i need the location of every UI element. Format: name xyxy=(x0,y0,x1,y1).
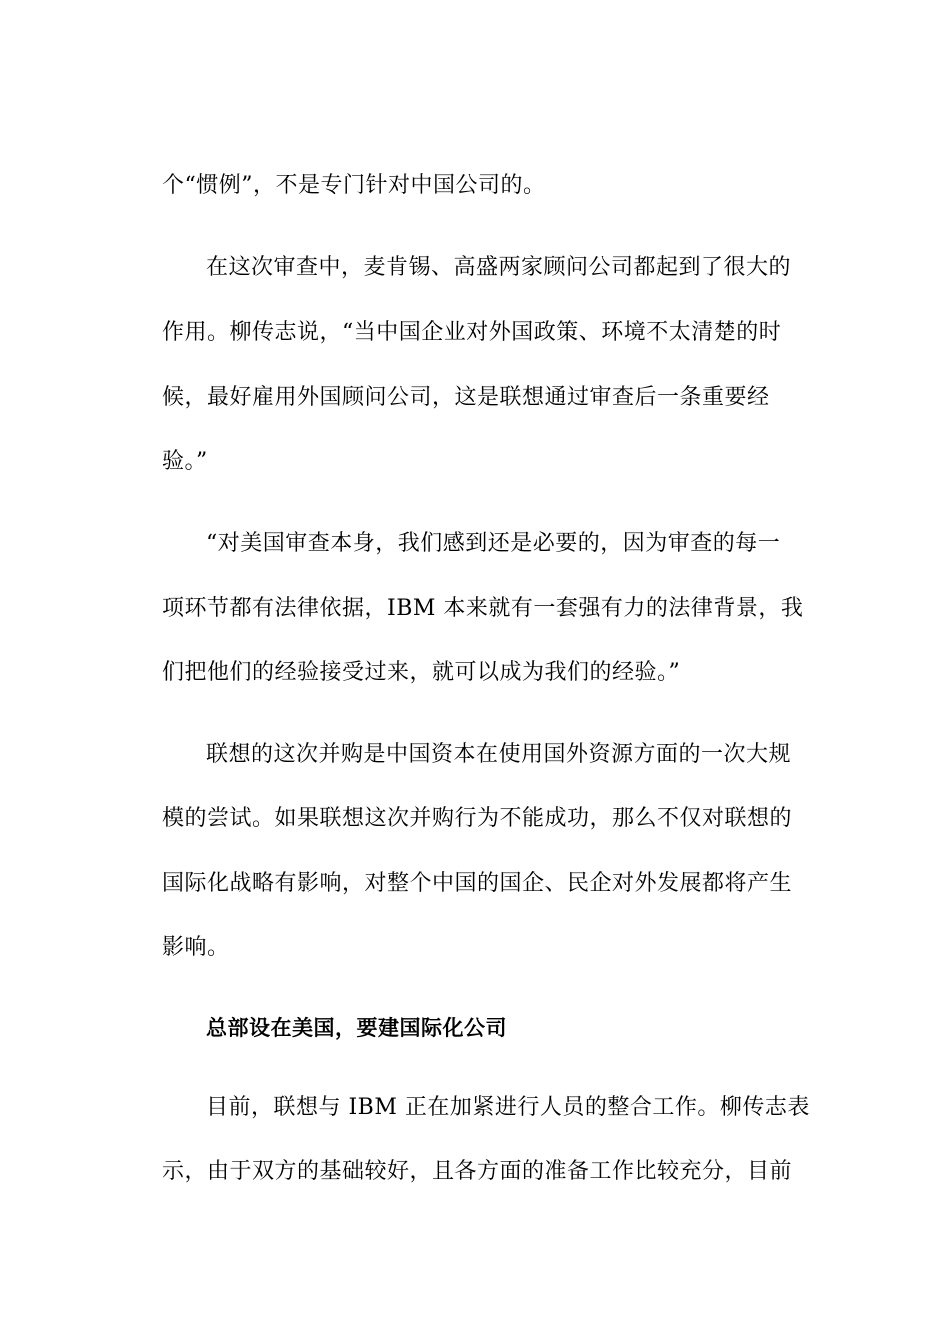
paragraph-line: 在这次审查中，麦肯锡、高盛两家顾问公司都起到了很大的 xyxy=(206,255,792,280)
paragraph-line: 国际化战略有影响，对整个中国的国企、民企对外发展都将产生 xyxy=(162,871,793,896)
paragraph-line: 作用。柳传志说，“当中国企业对外国政策、环境不太清楚的时 xyxy=(162,320,782,345)
paragraph-line: 候，最好雇用外国顾问公司，这是联想通过审查后一条重要经 xyxy=(162,385,770,410)
section-heading: 总部设在美国，要建国际化公司 xyxy=(206,1016,507,1040)
paragraph-line: 联想的这次并购是中国资本在使用国外资源方面的一次大规 xyxy=(206,742,792,767)
paragraph-line: 个“惯例”，不是专门针对中国公司的。 xyxy=(162,173,546,198)
paragraph-line: 模的尝试。如果联想这次并购行为不能成功，那么不仅对联想的 xyxy=(162,806,793,831)
paragraph-line: 示，由于双方的基础较好，且各方面的准备工作比较充分，目前 xyxy=(162,1159,793,1184)
paragraph-line: 项环节都有法律依据，IBM 本来就有一套强有力的法律背景，我 xyxy=(162,596,804,621)
paragraph-line: “对美国审查本身，我们感到还是必要的，因为审查的每一 xyxy=(206,531,781,556)
paragraph-line: 目前，联想与 IBM 正在加紧进行人员的整合工作。柳传志表 xyxy=(206,1095,810,1120)
paragraph-line: 验。” xyxy=(162,449,208,474)
paragraph-line: 们把他们的经验接受过来，就可以成为我们的经验。” xyxy=(162,660,681,685)
paragraph-line: 影响。 xyxy=(162,935,230,960)
